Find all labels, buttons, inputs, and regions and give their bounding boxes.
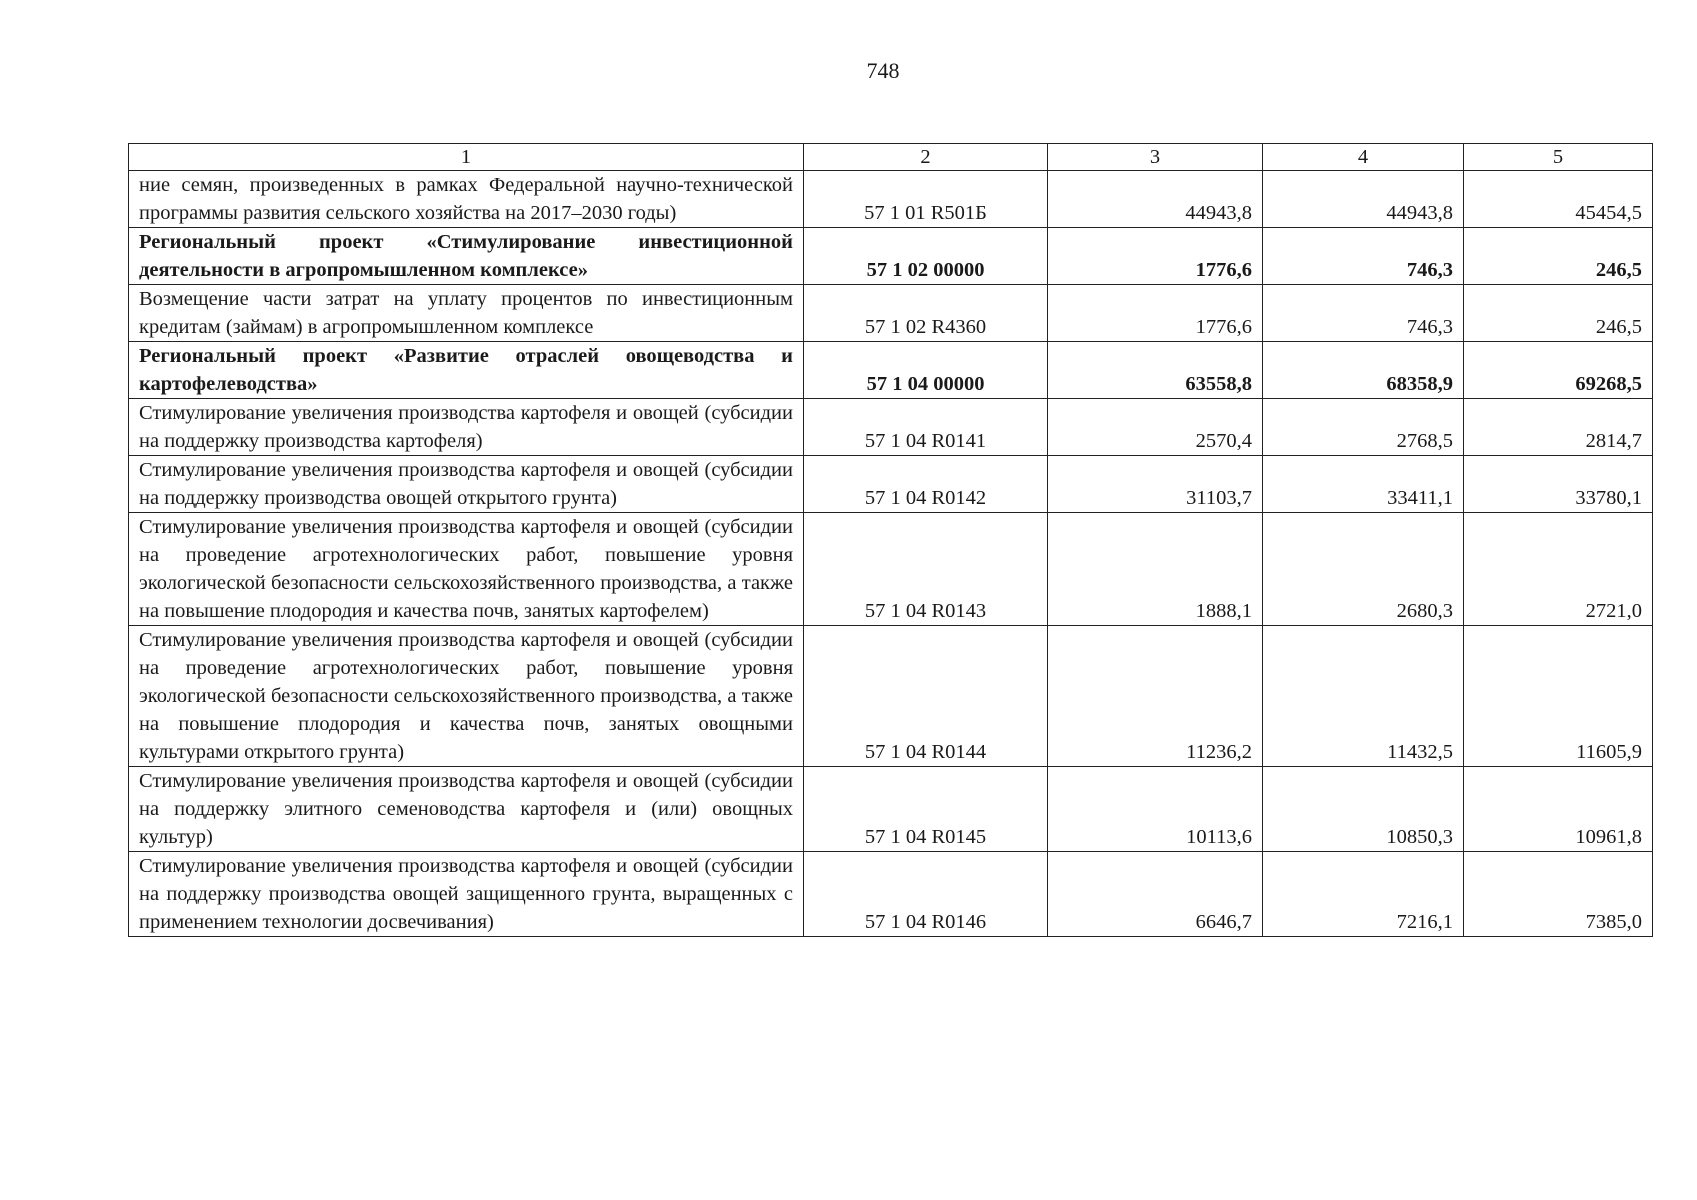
row-value-4-cell: 746,3: [1263, 285, 1464, 342]
row-value-4-cell: 11432,5: [1263, 626, 1464, 767]
row-name-cell: Региональный проект «Развитие отраслей овощеводства и картофелеводства»: [129, 342, 804, 399]
row-code-cell: 57 1 02 R4360: [804, 285, 1048, 342]
row-value-4-cell: 7216,1: [1263, 852, 1464, 937]
table-row: [129, 228, 1653, 285]
table-row: [129, 342, 1653, 399]
row-value-5-cell: 246,5: [1464, 228, 1653, 285]
row-value-3-cell: 31103,7: [1048, 456, 1263, 513]
table-row: [129, 852, 1653, 937]
table-header-row: [129, 144, 1653, 171]
table-body: [129, 171, 1653, 937]
row-name-cell: Региональный проект «Стимулирование инвестиционной деятельности в агропромышленном комплексе»: [129, 228, 804, 285]
table-row: [129, 513, 1653, 626]
budget-table: [128, 143, 1653, 937]
row-value-3-cell: 6646,7: [1048, 852, 1263, 937]
column-header-value-4: 4: [1263, 144, 1464, 171]
row-name-cell: Стимулирование увеличения производства картофеля и овощей (субсидии на поддержку элитного семеноводства картофеля и (или) овощных культур): [129, 767, 804, 852]
column-header-value-3: 3: [1048, 144, 1263, 171]
table-row: [129, 456, 1653, 513]
row-name-cell: Стимулирование увеличения производства картофеля и овощей (субсидии на поддержку производства овощей защищенного грунта, выращенных с применением технологии досвечивания): [129, 852, 804, 937]
column-header-code: 2: [804, 144, 1048, 171]
row-code-cell: 57 1 04 R0146: [804, 852, 1048, 937]
row-value-5-cell: 7385,0: [1464, 852, 1653, 937]
table-row: [129, 171, 1653, 228]
row-code-cell: 57 1 04 R0143: [804, 513, 1048, 626]
row-value-4-cell: 33411,1: [1263, 456, 1464, 513]
row-name-cell: Стимулирование увеличения производства картофеля и овощей (субсидии на проведение агротехнологических работ, повышение уровня экологической безопасности сельскохозяйственного производства, а также на повышение плодородия и качества почв, занятых овощными культурами открытого грунта): [129, 626, 804, 767]
row-name-cell: Стимулирование увеличения производства картофеля и овощей (субсидии на поддержку производства овощей открытого грунта): [129, 456, 804, 513]
row-code-cell: 57 1 04 R0142: [804, 456, 1048, 513]
row-value-3-cell: 1776,6: [1048, 228, 1263, 285]
row-name-cell: Возмещение части затрат на уплату процентов по инвестиционным кредитам (займам) в агропромышленном комплексе: [129, 285, 804, 342]
column-header-name: 1: [129, 144, 804, 171]
row-value-4-cell: 746,3: [1263, 228, 1464, 285]
row-value-5-cell: 69268,5: [1464, 342, 1653, 399]
page-number: 748: [866, 58, 900, 83]
row-code-cell: 57 1 04 R0141: [804, 399, 1048, 456]
row-code-cell: 57 1 04 R0144: [804, 626, 1048, 767]
row-value-4-cell: 2768,5: [1263, 399, 1464, 456]
table-row: [129, 285, 1653, 342]
row-code-cell: 57 1 01 R501Б: [804, 171, 1048, 228]
row-value-3-cell: 1888,1: [1048, 513, 1263, 626]
row-value-3-cell: 10113,6: [1048, 767, 1263, 852]
row-value-5-cell: 33780,1: [1464, 456, 1653, 513]
row-code-cell: 57 1 02 00000: [804, 228, 1048, 285]
row-value-5-cell: 2814,7: [1464, 399, 1653, 456]
row-value-3-cell: 11236,2: [1048, 626, 1263, 767]
row-value-3-cell: 1776,6: [1048, 285, 1263, 342]
row-value-3-cell: 44943,8: [1048, 171, 1263, 228]
row-value-5-cell: 2721,0: [1464, 513, 1653, 626]
row-code-cell: 57 1 04 00000: [804, 342, 1048, 399]
row-value-5-cell: 11605,9: [1464, 626, 1653, 767]
row-value-5-cell: 246,5: [1464, 285, 1653, 342]
row-value-4-cell: 2680,3: [1263, 513, 1464, 626]
table-row: [129, 626, 1653, 767]
row-code-cell: 57 1 04 R0145: [804, 767, 1048, 852]
column-header-value-5: 5: [1464, 144, 1653, 171]
table-row: [129, 399, 1653, 456]
row-value-4-cell: 10850,3: [1263, 767, 1464, 852]
row-name-cell: Стимулирование увеличения производства картофеля и овощей (субсидии на проведение агротехнологических работ, повышение уровня экологической безопасности сельскохозяйственного производства, а также на повышение плодородия и качества почв, занятых картофелем): [129, 513, 804, 626]
table-row: [129, 767, 1653, 852]
row-value-4-cell: 44943,8: [1263, 171, 1464, 228]
row-value-4-cell: 68358,9: [1263, 342, 1464, 399]
row-value-5-cell: 10961,8: [1464, 767, 1653, 852]
row-name-cell: ние семян, произведенных в рамках Федеральной научно-технической программы развития сельского хозяйства на 2017–2030 годы): [129, 171, 804, 228]
row-value-3-cell: 63558,8: [1048, 342, 1263, 399]
row-value-3-cell: 2570,4: [1048, 399, 1263, 456]
row-name-cell: Стимулирование увеличения производства картофеля и овощей (субсидии на поддержку производства картофеля): [129, 399, 804, 456]
row-value-5-cell: 45454,5: [1464, 171, 1653, 228]
